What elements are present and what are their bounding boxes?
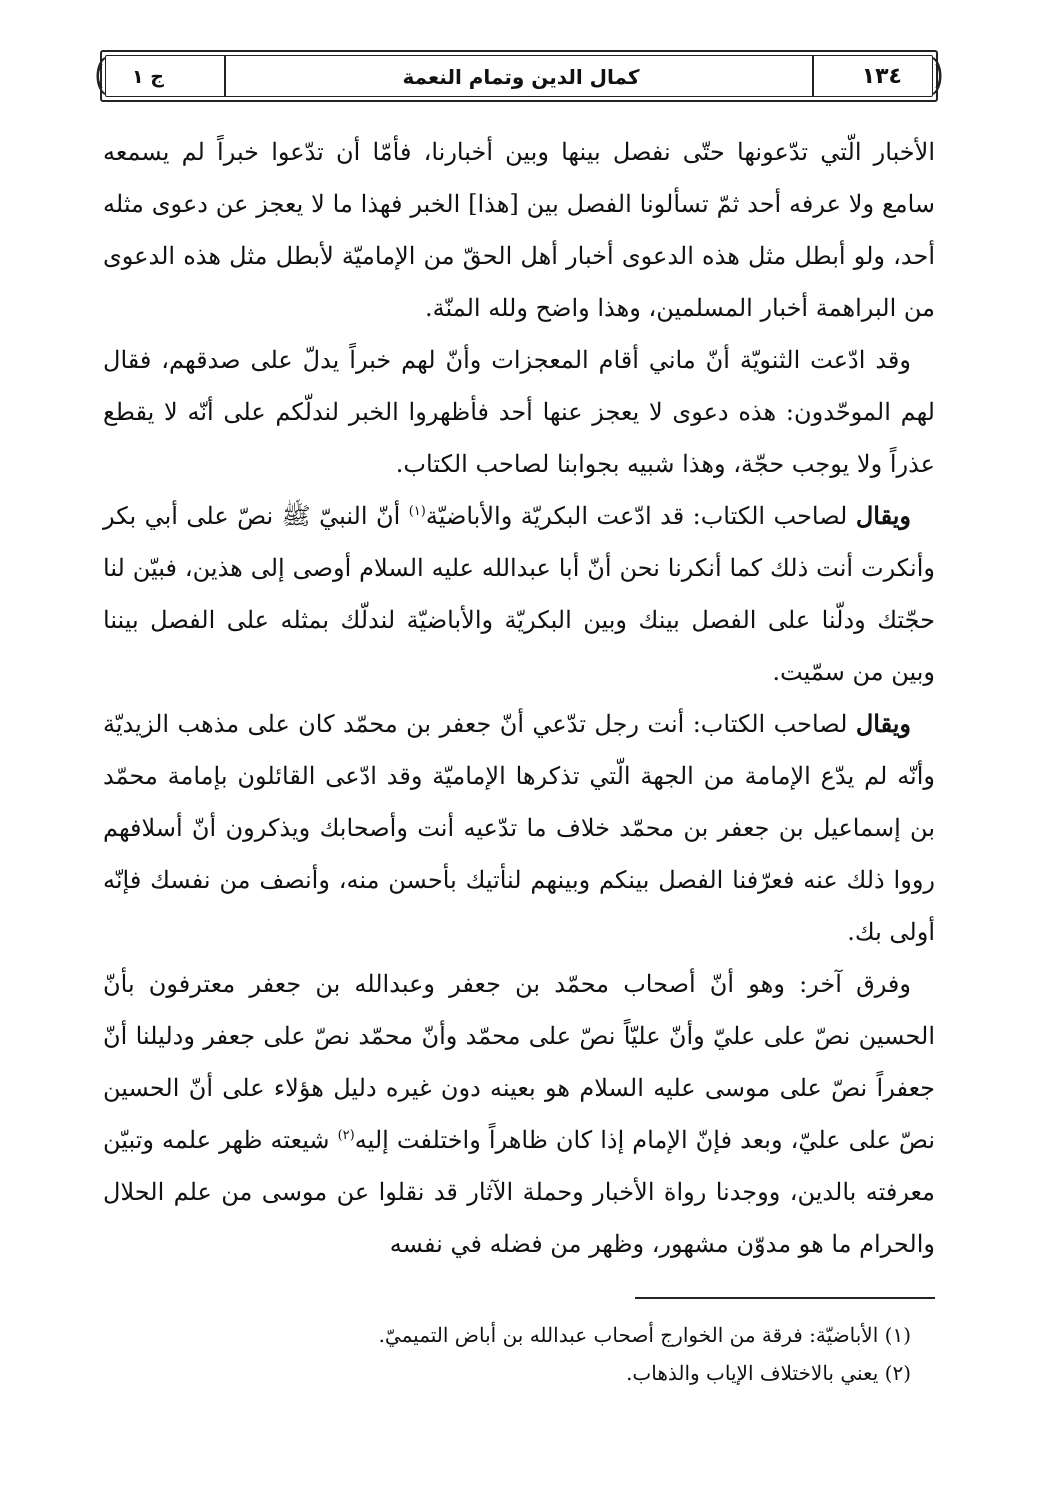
- paragraph: [103, 698, 935, 958]
- page-header: [100, 50, 938, 102]
- paragraph: وقد ادّعت الثنويّة أنّ ماني أقام المعجزات وأنّ لهم خبراً يدلّ على صدقهم، فقال لهم الموحّدون: هذه دعوى لا يعجز عنها أحد فأظهروا الخبر لندلّكم على أنّه لا يقطع عذراً ولا يوجب حجّة، وهذا شبيه بجوابنا لصاحب الكتاب.: [103, 346, 935, 478]
- footnote-marker[interactable]: (١): [408, 504, 426, 519]
- paragraph-text: لصاحب الكتاب: قد ادّعت البكريّة والأباضيّة: [425, 502, 856, 530]
- footnote-item: (٢) يعني بالاختلاف الإياب والذهاب.: [626, 1361, 911, 1385]
- footnote-item: (١) الأباضيّة: فرقة من الخوارج أصحاب عبدالله بن أباض التميميّ.: [378, 1323, 911, 1347]
- running-title: كمال الدين وتمام النعمة: [402, 65, 640, 89]
- lead-word: ويقال: [855, 501, 911, 530]
- paragraph: [103, 490, 935, 698]
- lead-word: ويقال: [855, 709, 911, 738]
- volume-label: ج ١: [132, 66, 164, 88]
- header-divider: [812, 56, 814, 96]
- paragraph: [103, 958, 935, 1270]
- page-number: ١٣٤: [861, 64, 902, 89]
- ornament-icon: [93, 56, 107, 96]
- paragraph-text: شيعته ظهر علمه وتبيّن معرفته بالدين، ووجدنا رواة الأخبار وحملة الآثار قد نقلوا عن موسى من علم الحلال والحرام ما هو مدوّن مشهور، وظهر من فضله في نفسه: [103, 1126, 935, 1258]
- footnotes: [103, 1316, 911, 1392]
- main-text: [103, 126, 935, 1270]
- paragraph: الأخبار الّتي تدّعونها حتّى نفصل بينها وبين أخبارنا، فأمّا أن تدّعوا خبراً لم يسمعه سامع ولا عرفه أحد ثمّ تسألونا الفصل بين [هذا] الخبر فهذا ما لا يعجز عن دعوى مثله أحد، ولو أبطل مثل هذه الدعوى أخبار أهل الحقّ من الإماميّة لأبطل مثل هذه الدعوى من البراهمة أخبار المسلمين، وهذا واضح ولله المنّة.: [103, 138, 935, 322]
- header-divider: [224, 56, 226, 96]
- paragraph-text: لصاحب الكتاب: أنت رجل تدّعي أنّ جعفر بن محمّد كان على مذهب الزيديّة وأنّه لم يدّع الإمامة من الجهة الّتي تذكرها الإماميّة وقد ادّعى القائلون بإمامة محمّد بن إسماعيل بن جعفر بن محمّد خلاف ما تدّعيه أنت وأصحابك ويذكرون أنّ أسلافهم رووا ذلك عنه فعرّفنا الفصل بينكم وبينهم لنأتيك بأحسن منه، وأنصف من نفسك فإنّه أولى بك.: [103, 710, 935, 946]
- footnote-marker[interactable]: (٢): [337, 1128, 355, 1143]
- paragraph-text: أنّ النبيّ ﷺ نصّ على أبي بكر وأنكرت أنت ذلك كما أنكرنا نحن أنّ أبا عبدالله عليه السلام أوصى إلى هذين، فبيّن لنا حجّتك ودلّنا على الفصل بينك وبين البكريّة والأباضيّة لندلّك بمثله على الفصل بيننا وبين من سمّيت.: [103, 502, 935, 686]
- paragraph-text: وفرق آخر: وهو أنّ أصحاب محمّد بن جعفر وعبدالله بن جعفر معترفون بأنّ الحسين نصّ على عليّ وأنّ عليّاً نصّ على محمّد وأنّ محمّد نصّ على جعفر ودليلنا أنّ جعفراً نصّ على موسى عليه السلام هو بعينه دون غيره دليل هؤلاء على أنّ الحسين نصّ على عليّ، وبعد فإنّ الإمام إذا كان ظاهراً واختلفت إليه: [103, 970, 935, 1154]
- footnote-divider: [635, 1297, 935, 1299]
- ornament-icon: [931, 56, 945, 96]
